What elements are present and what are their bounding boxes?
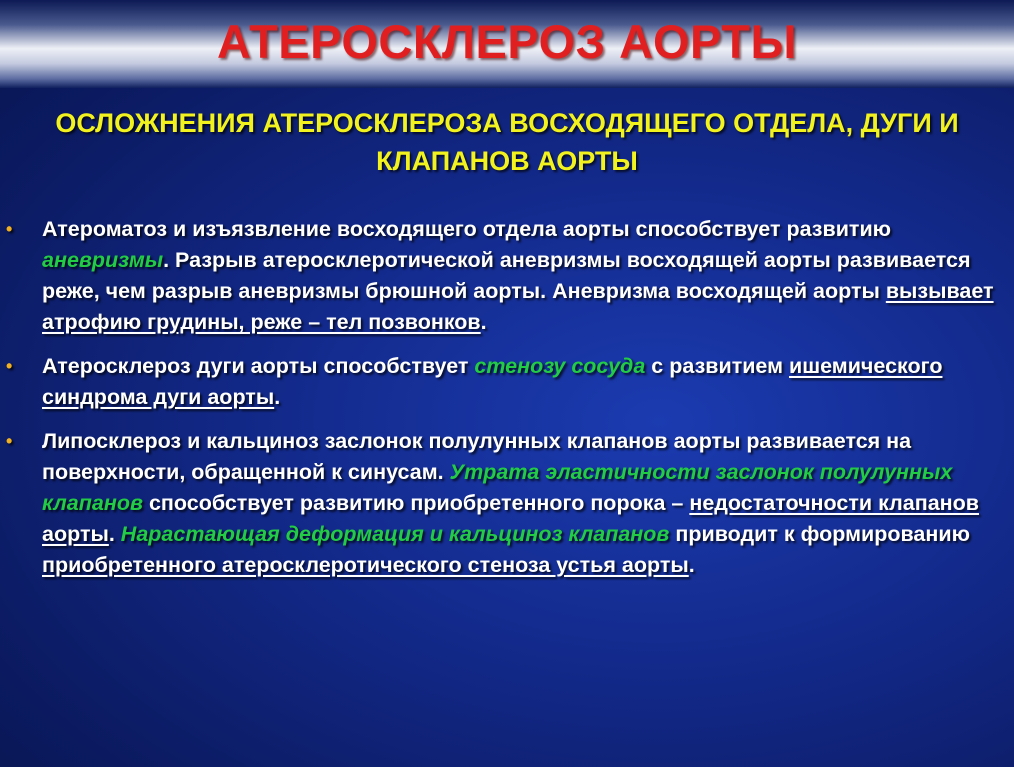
bullet-text: приводит к формированию [669, 522, 970, 546]
highlight-term: Утрата эластичности заслонок полулунных клапанов [42, 460, 953, 515]
bullet-item-aortic-arch [0, 351, 1014, 413]
bullet-text: Атеросклероз дуги аорты способствует [42, 354, 475, 378]
bullet-marker: • [6, 219, 13, 239]
slide-title: АТЕРОСКЛЕРОЗ АОРТЫ [216, 15, 798, 68]
highlight-term: аневризмы [42, 248, 164, 272]
bullet-text: . [108, 522, 121, 546]
bullet-item-aortic-valves [0, 426, 1014, 581]
bullet-text: Атероматоз и изъязвление восходящего отдела аорты способствует развитию [42, 217, 892, 241]
highlight-term: стенозу сосуда [474, 354, 646, 378]
bullet-marker: • [6, 431, 13, 451]
bullet-list [0, 214, 1014, 594]
bullet-text: с развитием [645, 354, 789, 378]
underlined-phrase: приобретенного атеросклеротического стеноза устья аорты [42, 553, 689, 577]
bullet-text: способствует развитию приобретенного порока – [142, 491, 690, 515]
bullet-marker: • [6, 356, 13, 376]
bullet-text: . [274, 385, 281, 409]
bullet-text: . [480, 310, 487, 334]
highlight-term: Нарастающая деформация и кальциноз клапанов [120, 522, 670, 546]
bullet-text: . [688, 553, 695, 577]
underlined-phrase: ишемического синдрома дуги аорты [42, 354, 943, 409]
bullet-text: Липосклероз и кальциноз заслонок полулунных клапанов аорты развивается на поверхности, обращенной к синусам. [42, 429, 912, 484]
slide-subtitle: ОСЛОЖНЕНИЯ АТЕРОСКЛЕРОЗА ВОСХОДЯЩЕГО ОТДЕЛА, ДУГИ И КЛАПАНОВ АОРТЫ [55, 108, 959, 176]
underlined-phrase: вызывает атрофию грудины, реже – тел позвонков [42, 279, 994, 334]
bullet-text: . Разрыв атеросклеротической аневризмы восходящей аорты развивается реже, чем разрыв аневризмы брюшной аорты. Аневризма восходящей аорты [42, 248, 971, 303]
underlined-phrase: недостаточности клапанов аорты [42, 491, 979, 546]
bullet-item-ascending-aorta [0, 214, 1014, 338]
